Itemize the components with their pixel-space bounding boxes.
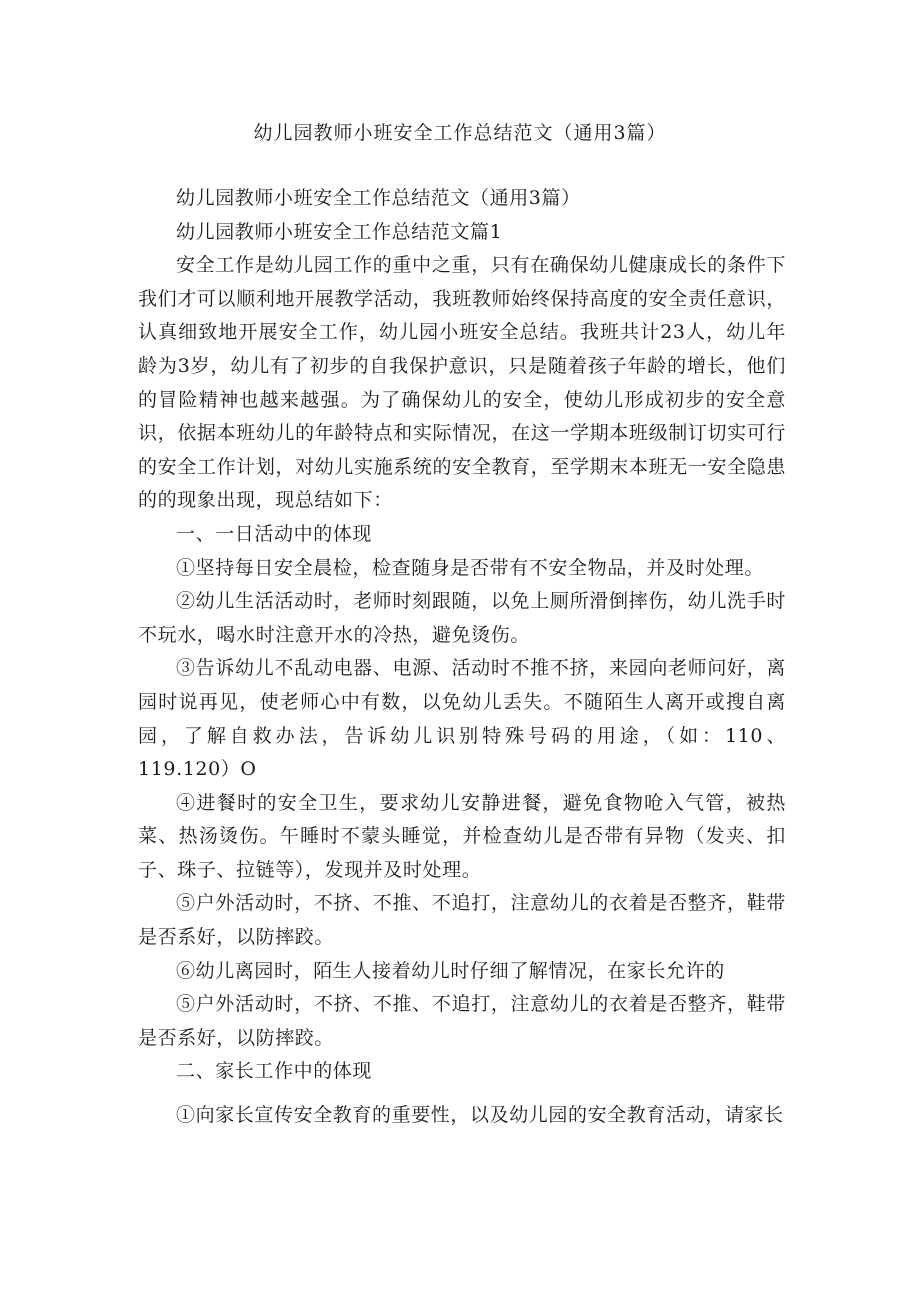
paragraph-parent-item-1: ①向家长宣传安全教育的重要性，以及幼儿园的安全教育活动，请家长 <box>176 1104 784 1127</box>
paragraph-item-5: ⑤户外活动时，不挤、不推、不追打，注意幼儿的衣着是否整齐，鞋带是否系好，以防摔跤。 <box>138 892 786 949</box>
paragraph-item-2: ②幼儿生活活动时，老师时刻跟随，以免上厕所滑倒摔伤，幼儿洗手时不玩水，喝水时注意开水的冷热，避免烫伤。 <box>138 590 786 646</box>
paragraph-item-3: ③告诉幼儿不乱动电器、电源、活动时不推不挤，来园向老师问好，离园时说再见，使老师心中有数，以免幼儿丢失。不随陌生人离开或搜自离园，了解自救办法，告诉幼儿识别特殊号码的用途，（如：110、119.120）O <box>138 657 786 781</box>
heading-daily-activities: 一、一日活动中的体现 <box>176 522 373 545</box>
document-title: 幼儿园教师小班安全工作总结范文（通用3篇） <box>253 122 667 144</box>
paragraph-item-6: ⑥幼儿离园时，陌生人接着幼儿时仔细了解情况，在家长允许的 <box>176 959 725 982</box>
section-title: 幼儿园教师小班安全工作总结范文篇1 <box>176 220 503 243</box>
paragraph-item-4: ④进餐时的安全卫生，要求幼儿安静进餐，避免食物呛入气管，被热菜、热汤烫伤。午睡时不蒙头睡觉，并检查幼儿是否带有异物（发夹、扣子、珠子、拉链等），发现并及时处理。 <box>138 791 786 881</box>
document-body <box>138 182 786 1133</box>
paragraph-item-1: ①坚持每日安全晨检，检查随身是否带有不安全物品，并及时处理。 <box>176 556 765 579</box>
paragraph-item-5-repeat: ⑤户外活动时，不挤、不推、不追打，注意幼儿的衣着是否整齐，鞋带是否系好，以防摔跤。 <box>138 993 786 1049</box>
heading-parent-work: 二、家长工作中的体现 <box>176 1060 373 1083</box>
paragraph-intro: 安全工作是幼儿园工作的重中之重，只有在确保幼儿健康成长的条件下我们才可以顺利地开展教学活动，我班教师始终保持高度的安全责任意识，认真细致地开展安全工作，幼儿园小班安全总结。我班共计23人，幼儿年龄为3岁，幼儿有了初步的自我保护意识，只是随着孩子年龄的增长，他们的冒险精神也越来越强。为了确保幼儿的安全，使幼儿形成初步的安全意识，依据本班幼儿的年龄特点和实际情况，在这一学期本班级制订切实可行的安全工作计划，对幼儿实施系统的安全教育，至学期末本班无一安全隐患的的现象出现，现总结如下： <box>138 254 786 512</box>
document-subtitle: 幼儿园教师小班安全工作总结范文（通用3篇） <box>176 187 581 209</box>
